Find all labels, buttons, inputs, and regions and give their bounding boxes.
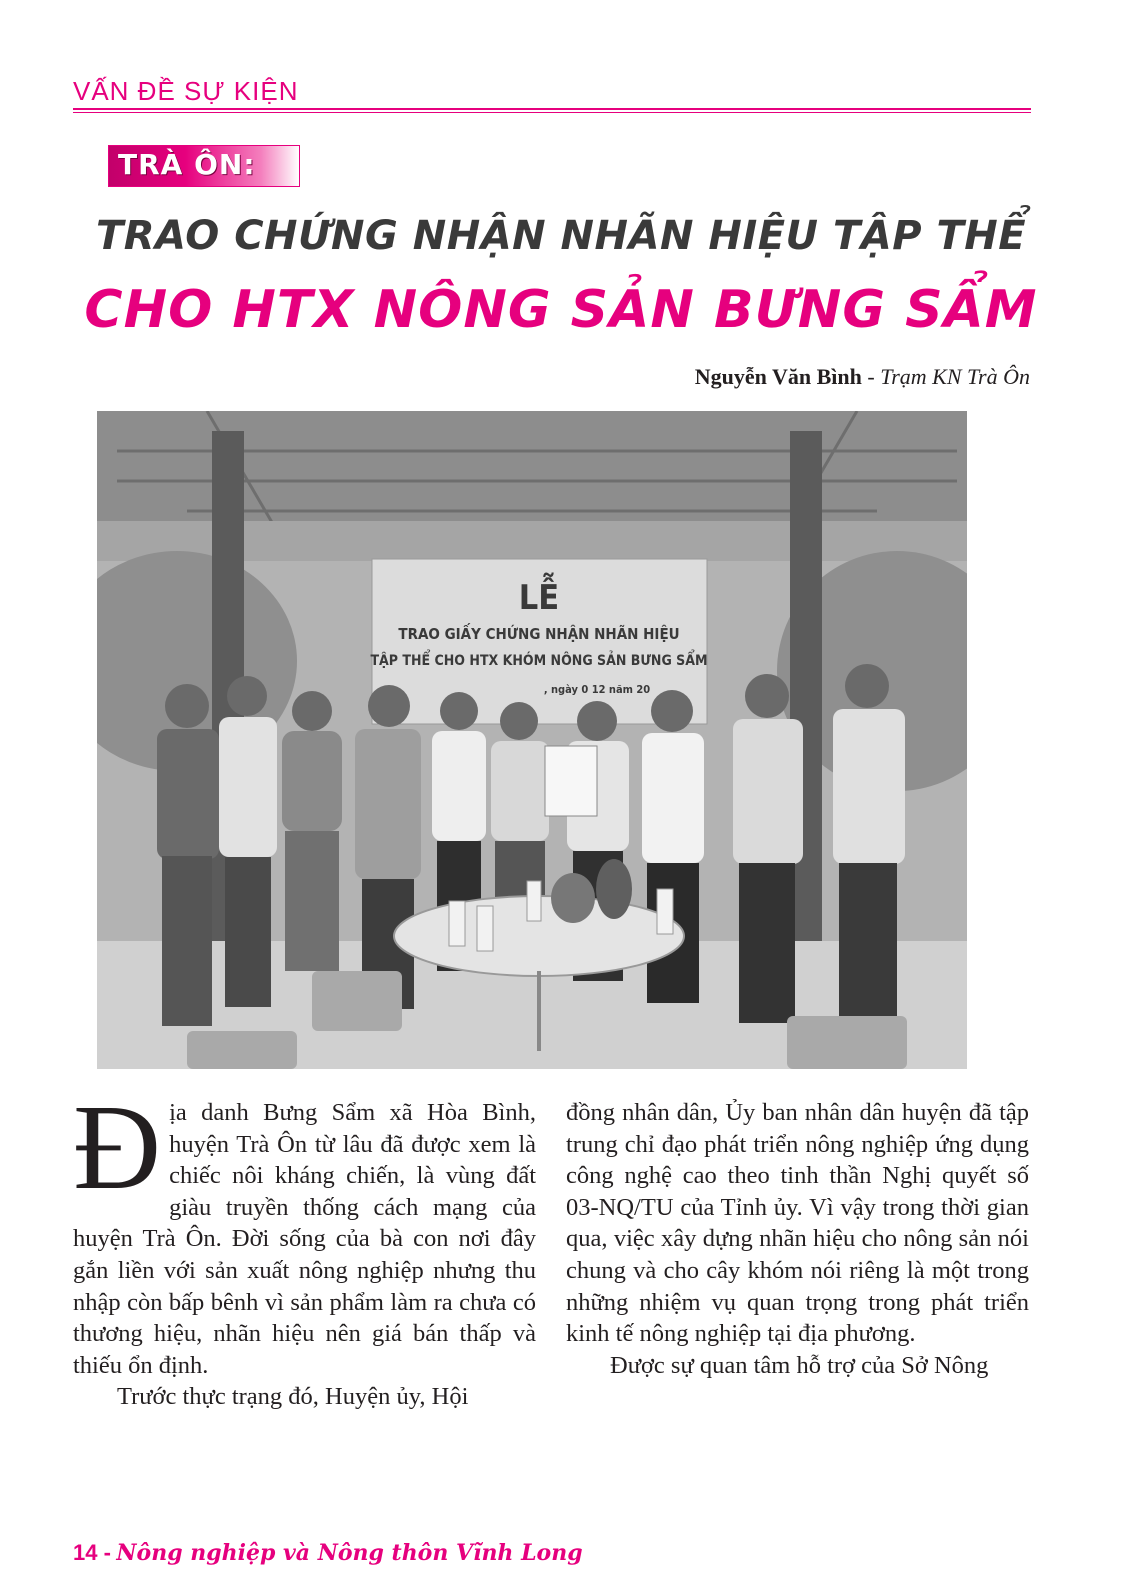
paragraph-2-continued: đồng nhân dân, Ủy ban nhân dân huyện đã tập trung chỉ đạo phát triển nông nghiệp ứng dụng công nghệ cao theo tinh thần Nghị quyết số 03-NQ/TU của Tỉnh ủy. Vì vậy trong thời gian qua, việc xây dựng nhãn hiệu cho nông sản nói chung và cho cây khóm nói riêng là một trong những nhiệm vụ quan trọng trong phát triển kinh tế nông nghiệp tại địa phương. bbox=[566, 1099, 1029, 1348]
page-footer bbox=[73, 1540, 583, 1566]
headline-line-1: TRAO CHỨNG NHẬN NHÃN HIỆU TẬP THỂ bbox=[95, 213, 1027, 259]
article-photo bbox=[97, 411, 967, 1069]
photo-illustration bbox=[97, 411, 967, 1069]
byline-separator: - bbox=[861, 364, 881, 389]
byline-author: Nguyễn Văn Bình bbox=[694, 364, 862, 389]
section-label: VẤN ĐỀ SỰ KIỆN bbox=[73, 76, 299, 106]
person bbox=[833, 664, 905, 1043]
publication-name: Nông nghiệp và Nông thôn Vĩnh Long bbox=[116, 1540, 583, 1566]
article-column-left bbox=[73, 1080, 536, 1413]
person bbox=[219, 676, 277, 1007]
person bbox=[282, 691, 342, 971]
section-rule bbox=[73, 108, 1031, 113]
banner-line-1: LỄ bbox=[518, 578, 560, 618]
tag-label: TRÀ ÔN: bbox=[118, 148, 256, 181]
headline-line-2: CHO HTX NÔNG SẢN BƯNG SẨM bbox=[84, 280, 1038, 340]
paragraph-1 bbox=[73, 1080, 536, 1381]
paragraph-3: Được sự quan tâm hỗ trợ của Sở Nông bbox=[610, 1351, 989, 1379]
page-number: 14 - bbox=[73, 1540, 111, 1565]
person bbox=[733, 674, 803, 1023]
byline bbox=[695, 364, 1030, 390]
drop-cap: Đ bbox=[73, 1080, 162, 1215]
byline-organization: Trạm KN Trà Ôn bbox=[880, 364, 1030, 389]
person bbox=[157, 684, 219, 1026]
person bbox=[355, 685, 421, 1009]
banner-line-4: , ngày 0 12 năm 20 bbox=[543, 683, 651, 696]
banner-line-3: TẬP THỂ CHO HTX KHÓM NÔNG SẢN BƯNG SẨM bbox=[370, 653, 708, 669]
paragraph-1-text: ịa danh Bưng Sẩm xã Hòa Bình, huyện Trà Ôn từ lâu đã được xem là chiếc nôi kháng chiến, là vùng đất giàu truyền thống cách mạng của huyện Trà Ôn. Đời sống của bà con nơi đây gắn liền với sản xuất nông nghiệp nhưng thu nhập còn bấp bênh vì sản phẩm làm ra chưa có thương hiệu, nhãn hiệu nên giá bán thấp và thiếu ổn định. bbox=[73, 1099, 536, 1379]
article-column-right bbox=[566, 1097, 1029, 1381]
paragraph-2-start: Trước thực trạng đó, Huyện ủy, Hội bbox=[117, 1383, 469, 1411]
banner-line-2: TRAO GIẤY CHỨNG NHẬN NHÃN HIỆU bbox=[398, 625, 680, 643]
